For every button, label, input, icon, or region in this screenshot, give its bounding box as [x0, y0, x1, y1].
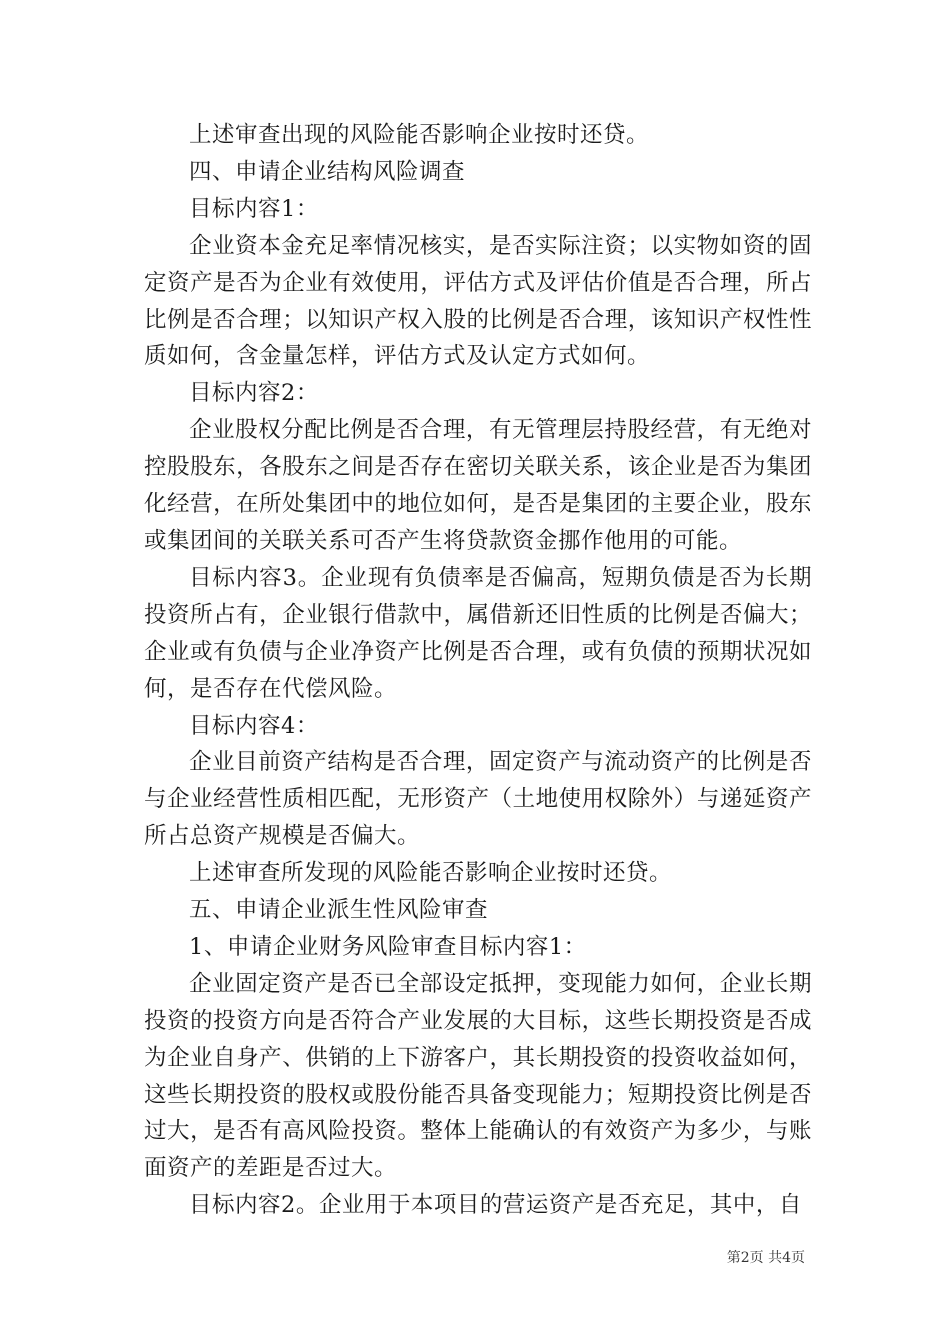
footer-middle: 页 共: [749, 1250, 783, 1266]
paragraph: 企业股权分配比例是否合理，有无管理层持股经营，有无绝对控股股东，各股东之间是否存在密切关联关系，该企业是否为集团化经营，在所处集团中的地位如何，是否是集团的主要企业，股东或集团间的关联关系可否产生将贷款资金挪作他用的可能。: [144, 417, 812, 554]
document-body: [144, 117, 812, 1224]
subheading: 1、申请企业财务风险审查目标内容1：: [189, 933, 587, 960]
subheading: 目标内容1：: [189, 195, 319, 222]
paragraph: 目标内容3。企业现有负债率是否偏高，短期负债是否为长期投资所占有，企业银行借款中，属借新还旧性质的比例是否偏大；企业或有负债与企业净资产比例是否合理，或有负债的预期状况如何，是否存在代偿风险。: [144, 564, 812, 702]
section-heading-5: 五、申请企业派生性风险审查: [189, 897, 489, 924]
paragraph: 上述审查出现的风险能否影响企业按时还贷。: [189, 122, 650, 148]
subheading: 目标内容4：: [189, 712, 319, 739]
paragraph: 目标内容2。企业用于本项目的营运资产是否充足，其中，自: [189, 1192, 802, 1219]
total-pages-number: 4: [782, 1250, 791, 1266]
paragraph: 企业目前资产结构是否合理，固定资产与流动资产的比例是否与企业经营性质相匹配，无形资产（土地使用权除外）与递延资产所占总资产规模是否偏大。: [144, 749, 812, 850]
footer-prefix: 第: [726, 1250, 741, 1266]
page-number-footer: [727, 1249, 805, 1267]
paragraph: 上述审查所发现的风险能否影响企业按时还贷。: [189, 860, 673, 887]
section-heading-4: 四、申请企业结构风险调查: [189, 158, 466, 185]
footer-suffix: 页: [791, 1250, 805, 1266]
paragraph: 企业固定资产是否已全部设定抵押，变现能力如何，企业长期投资的投资方向是否符合产业发展的大目标，这些长期投资是否成为企业自身产、供销的上下游客户，其长期投资的投资收益如何，这些长期投资的股权或股份能否具备变现能力；短期投资比例是否过大，是否有高风险投资。整体上能确认的有效资产为多少，与账面资产的差距是否过大。: [144, 970, 812, 1182]
subheading: 目标内容2：: [189, 380, 319, 407]
current-page-number: 2: [740, 1250, 750, 1266]
paragraph: 企业资本金充足率情况核实，是否实际注资；以实物如资的固定资产是否为企业有效使用，评估方式及评估价值是否合理，所占比例是否合理；以知识产权入股的比例是否合理，该知识产权性性质如何，含金量怎样，评估方式及认定方式如何。: [144, 232, 812, 370]
